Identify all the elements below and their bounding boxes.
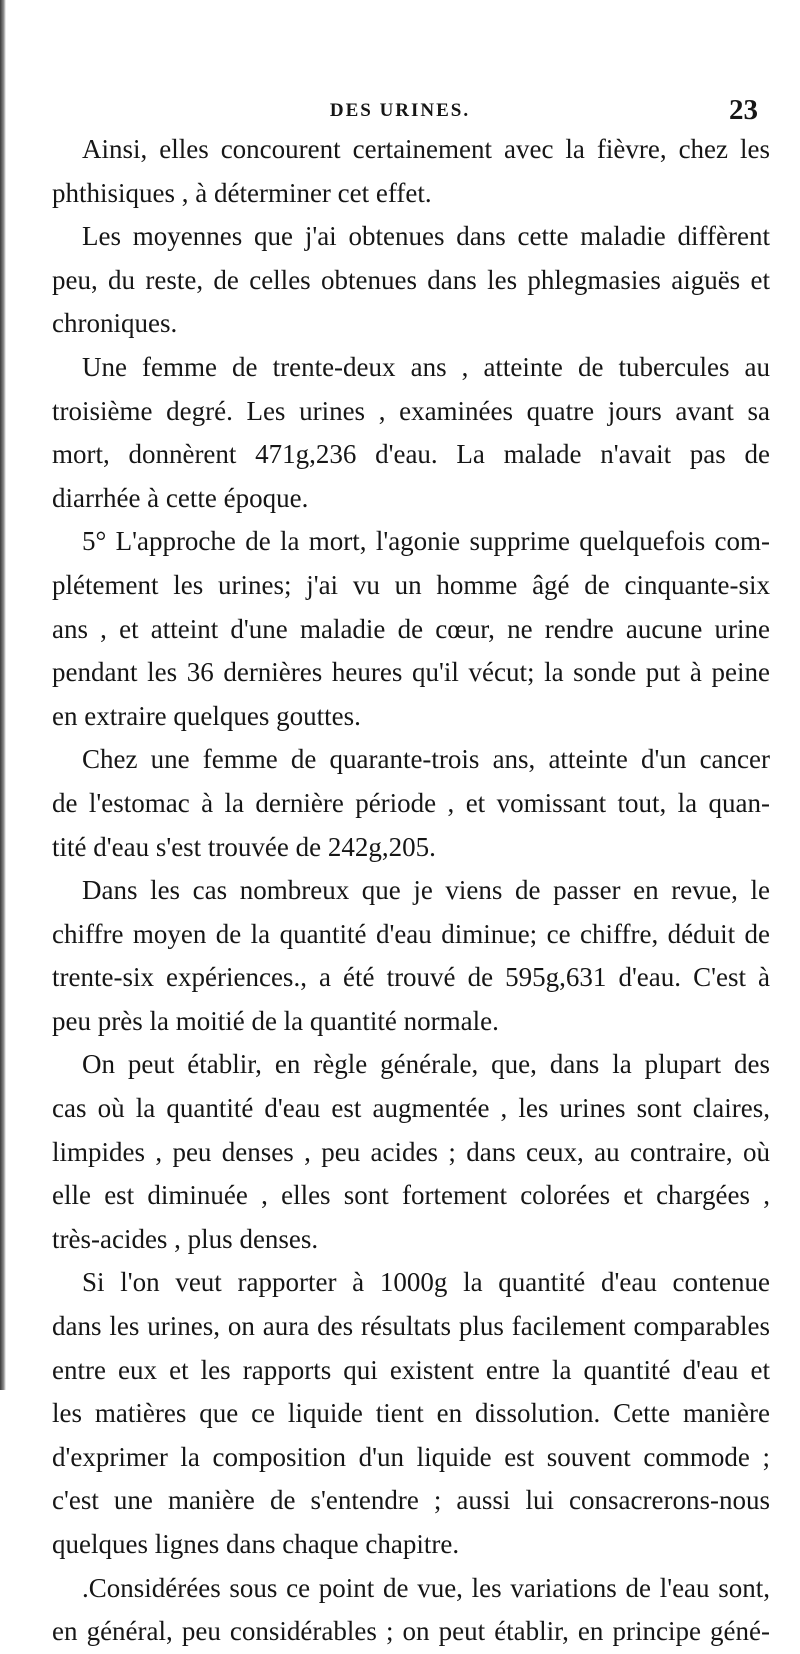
text-line: dans les urines, on aura des résultats plus facilement comparables — [52, 1311, 770, 1342]
text-line: cas où la quantité d'eau est augmentée , les urines sont claires, — [52, 1093, 770, 1124]
text-line: 5° L'approche de la mort, l'agonie supprime quelquefois com- — [82, 526, 770, 557]
text-line: très-acides , plus denses. — [52, 1223, 319, 1254]
text-line: Dans les cas nombreux que je viens de passer en revue, le — [82, 875, 770, 906]
text-line: Une femme de trente-deux ans , atteinte de tubercules au — [82, 351, 770, 382]
text-line: Chez une femme de quarante-trois ans, atteinte d'un cancer — [82, 744, 770, 775]
text-line: ans , et atteint d'une maladie de cœur, ne rendre aucune urine — [52, 613, 770, 644]
text-line: Les moyennes que j'ai obtenues dans cette maladie diffèrent — [82, 221, 770, 252]
text-line: mort, donnèrent 471g,236 d'eau. La malade n'avait pas de — [52, 439, 770, 470]
text-line: peu près la moitié de la quantité normale. — [52, 1005, 499, 1036]
text-line: pendant les 36 dernières heures qu'il vécut; la sonde put à peine — [52, 657, 770, 688]
page-edge-shadow — [0, 0, 6, 1390]
text-line: limpides , peu denses , peu acides ; dans ceux, au contraire, où — [52, 1136, 770, 1167]
text-line: chroniques. — [52, 308, 178, 339]
text-line: en général, peu considérables ; on peut établir, en principe géné- — [52, 1616, 770, 1647]
text-line: de l'estomac à la dernière période , et vomissant tout, la quan- — [52, 787, 770, 818]
text-line: elle est diminuée , elles sont fortement colorées et chargées , — [52, 1180, 770, 1211]
text-line: troisième degré. Les urines , examinées quatre jours avant sa — [52, 395, 770, 426]
text-line: chiffre moyen de la quantité d'eau diminue; ce chiffre, déduit de — [52, 918, 770, 949]
text-line: Ainsi, elles concourent certainement avec la fièvre, chez les — [82, 134, 770, 164]
text-line: quelques lignes dans chaque chapitre. — [52, 1529, 460, 1559]
text-line: les matières que ce liquide tient en dissolution. Cette manière — [52, 1398, 770, 1429]
text-line: .Considérées sous ce point de vue, les variations de l'eau sont, — [82, 1572, 770, 1603]
text-line: On peut établir, en règle générale, que, dans la plupart des — [82, 1049, 770, 1080]
text-line: Si l'on veut rapporter à 1000g la quantité d'eau contenue — [82, 1267, 770, 1298]
text-line: peu, du reste, de celles obtenues dans les phlegmasies aiguës et — [52, 264, 770, 295]
text-line: diarrhée à cette époque. — [52, 482, 309, 513]
body-text — [52, 128, 770, 1654]
text-line: plétement les urines; j'ai vu un homme âgé de cinquante-six — [52, 569, 770, 600]
running-title: DES URINES. — [329, 100, 471, 121]
text-line: trente-six expériences., a été trouvé de 595g,631 d'eau. C'est à — [52, 962, 770, 993]
text-line: c'est une manière de s'entendre ; aussi lui consacrerons-nous — [52, 1485, 770, 1516]
running-head — [0, 88, 800, 126]
page-number: 23 — [729, 94, 758, 126]
text-line: tité d'eau s'est trouvée de 242g,205. — [52, 831, 436, 862]
text-line: d'exprimer la composition d'un liquide est souvent commode ; — [52, 1441, 770, 1472]
text-line: entre eux et les rapports qui existent entre la quantité d'eau et — [52, 1354, 770, 1385]
text-line: en extraire quelques gouttes. — [52, 700, 361, 731]
text-line: phthisiques , à déterminer cet effet. — [52, 177, 432, 208]
